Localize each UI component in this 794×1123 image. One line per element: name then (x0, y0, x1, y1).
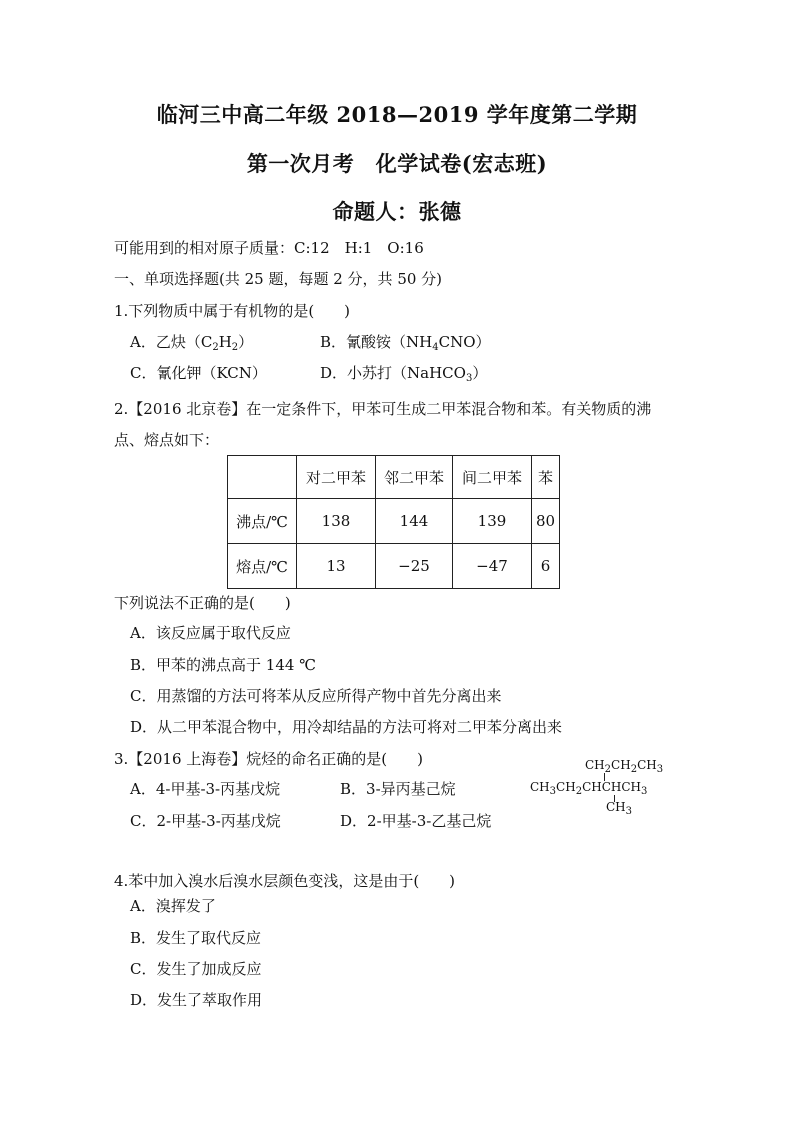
table-cell: −25 (376, 544, 453, 589)
question-4-option-c: C．发生了加成反应 (130, 960, 262, 978)
question-2-stem-line2: 点、熔点如下： (114, 431, 220, 449)
table-cell: 80 (532, 499, 560, 544)
question-2-stem-line1: 2.【2016 北京卷】在一定条件下，甲苯可生成二甲苯混合物和苯。有关物质的沸 (114, 400, 652, 418)
question-1-stem: 1.下列物质中属于有机物的是( ) (114, 302, 351, 320)
question-3-option-c: C．2-甲基-3-丙基戊烷 (130, 812, 281, 830)
exam-author: 命题人：张德 (332, 199, 462, 224)
table-row (228, 544, 560, 589)
table-cell: 13 (297, 544, 376, 589)
section-heading: 一、单项选择题(共 25 题，每题 2 分，共 50 分) (114, 270, 443, 288)
table-cell: 139 (453, 499, 532, 544)
table-header-cell: 对二甲苯 (297, 456, 376, 499)
structure-methyl: $CH_3$ (606, 800, 633, 817)
table-header-cell: 间二甲苯 (453, 456, 532, 499)
question-4-option-b: B．发生了取代反应 (130, 929, 262, 947)
question-2-option-d: D．从二甲苯混合物中，用冷却结晶的方法可将对二甲苯分离出来 (130, 718, 563, 736)
question-4-option-d: D．发生了萃取作用 (130, 991, 263, 1009)
table-cell: −47 (453, 544, 532, 589)
table-cell: 144 (376, 499, 453, 544)
table-header-cell: 邻二甲苯 (376, 456, 453, 499)
question-3-option-d: D．2-甲基-3-乙基己烷 (340, 812, 492, 830)
table-header-row (228, 456, 560, 499)
question-1-option-b: B．氰酸铵$(NH_4CNO)$ (320, 333, 491, 353)
atomic-masses: 可能用到的相对原子质量：C:12 H:1 O:16 (114, 239, 424, 257)
question-3-option-a: A．4-甲基-3-丙基戊烷 (130, 780, 281, 798)
question-1-option-c: C．氰化钾（KCN） (130, 364, 267, 382)
table-header-cell: 苯 (532, 456, 560, 499)
structure-top-chain: $CH_2CH_2CH_3$ (585, 758, 664, 775)
question-4-stem: 4.苯中加入溴水后溴水层颜色变浅，这是由于( ) (114, 872, 456, 890)
exam-title-line1: 临河三中高二年级 2018—2019 学年度第二学期 (156, 102, 638, 127)
boiling-melting-table (227, 455, 560, 589)
question-2-option-c: C．用蒸馏的方法可将苯从反应所得产物中首先分离出来 (130, 687, 502, 705)
exam-title-line2: 第一次月考 化学试卷(宏志班) (246, 151, 548, 176)
table-cell: 沸点/℃ (228, 499, 297, 544)
table-cell: 138 (297, 499, 376, 544)
question-3-option-b: B．3-异丙基己烷 (340, 780, 456, 798)
alkane-structure-formula (530, 758, 680, 818)
table-cell: 熔点/℃ (228, 544, 297, 589)
structure-main-chain: $CH_3CH_2CHCHCH_3$ (530, 780, 648, 797)
question-2-option-a: A．该反应属于取代反应 (130, 624, 291, 642)
question-2-prompt: 下列说法不正确的是( ) (114, 594, 291, 612)
table-header-cell (228, 456, 297, 499)
question-2-option-b: B．甲苯的沸点高于 144 ℃ (130, 656, 316, 674)
table-cell: 6 (532, 544, 560, 589)
question-1-option-d: D．小苏打（NaHCO$_3$） (320, 364, 488, 384)
question-3-stem: 3.【2016 上海卷】烷烃的命名正确的是( ) (114, 750, 423, 768)
question-1-option-a: A．乙炔$(C_2H_2)$ (130, 333, 254, 353)
question-4-option-a: A．溴挥发了 (130, 897, 216, 915)
table-row (228, 499, 560, 544)
